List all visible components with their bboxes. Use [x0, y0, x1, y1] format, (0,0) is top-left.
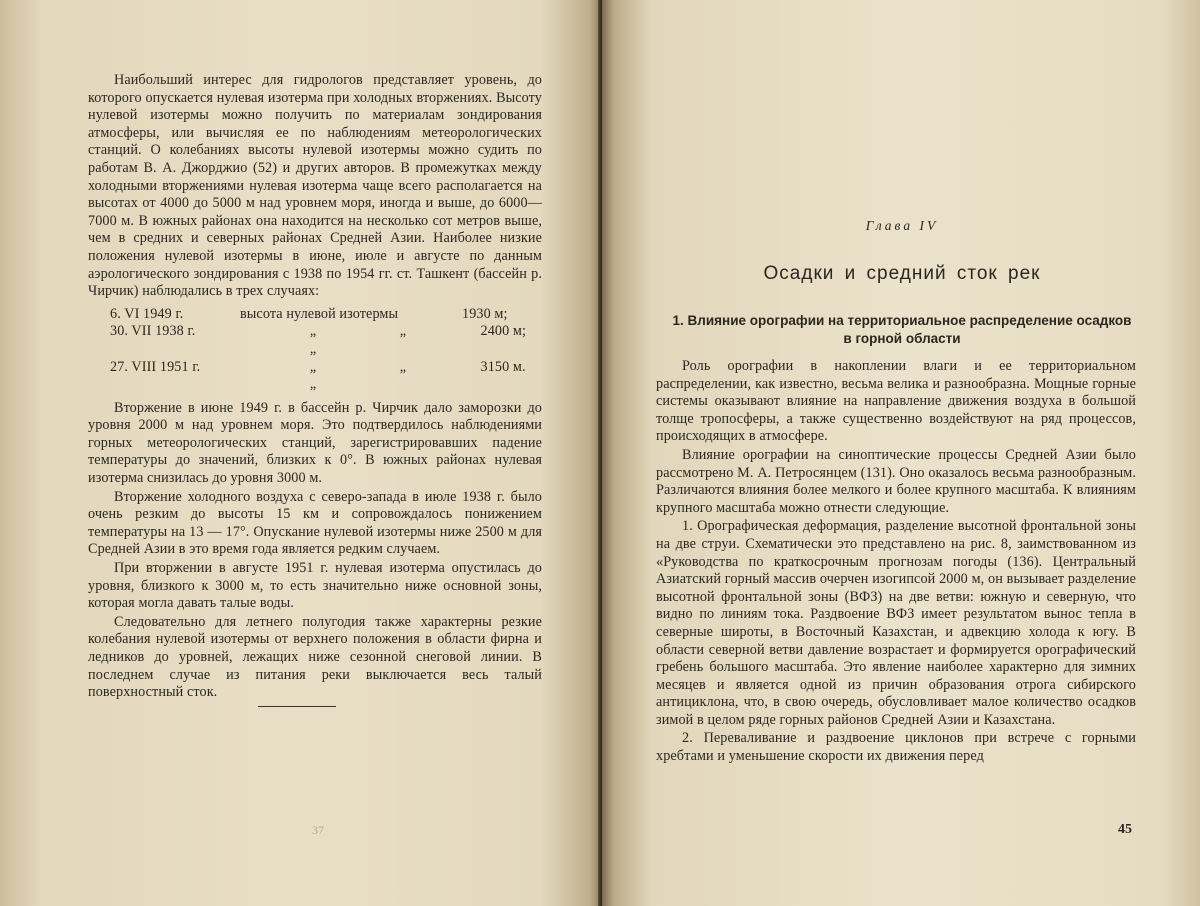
section-heading-line: 1. Влияние орографии на территориальное распределение осадков [672, 313, 1132, 328]
list-item-value: 2400 м; [480, 323, 527, 340]
paragraph: Вторжение в июне 1949 г. в бассейн р. Чирчик дало заморозки до уровня 2000 м над уровнем моря. Это подтвердилось наблюдениями горных метеорологических станций, зарегистрировавших падение температуры до значений, близких к 0°. В южных районах нулевая изотерма снизилась до уровня 3000 м. [88, 399, 542, 487]
paragraph: Следовательно для летнего полугодия также характерны резкие колебания нулевой изотермы от верхнего положения в области фирна и ледников до уровней, лежащих ниже сезонной снеговой линии. В последнем случае из питания реки выключается весь талый поверхностный сток. [88, 613, 542, 701]
right-page-text [656, 358, 1136, 766]
list-item [110, 359, 542, 394]
paragraph: 2. Переваливание и раздвоение циклонов при встрече с горными хребтами и уменьшение скорости их движения перед [656, 730, 1136, 765]
list-item-value: 1930 м; [462, 305, 508, 322]
list-item-label: „ „ „ [309, 323, 447, 357]
chapter-title: Осадки и средний сток рек [763, 263, 1041, 284]
paragraph: При вторжении в августе 1951 г. нулевая изотерма опустилась до уровня, близкого к 3000 м, то есть значительно ниже основной зоны, которая могла давать талые воды. [88, 560, 542, 612]
page-number-right: 45 [1118, 822, 1132, 837]
paragraph: Наибольший интерес для гидрологов представляет уровень, до которого опускается нулевая изотерма при холодных вторжениях. Высоту нулевой изотермы можно получить по материалам зондирования атмосферы, или вычисляя ее по наблюдениям метеорологических станций. О колебаниях высоты нулевой изотермы можно судить по работам В. А. Джорджио (52) и других авторов. В промежутках между холодными вторжениями нулевая изотерма чаще всего располагается на высотах от 4000 до 5000 м над уровнем моря, иногда и выше, до 6000—7000 м. В южных районах она находится на несколько сот метров выше, чем в средних и северных районах Средней Азии. Наиболее низкие положения нулевой изотермы в июне, июле и августе по данным аэрологического зондирования с 1938 по 1954 гг. ст. Ташкент (бассейн р. Чирчик) наблюдались в трех случаях: [88, 72, 542, 300]
chapter-label: Глава IV [865, 218, 939, 233]
list-item-value: 3150 м. [480, 358, 526, 375]
section-heading-line: в горной области [843, 331, 961, 346]
list-item-date: 6. VI 1949 г. [110, 305, 184, 322]
section-heading [642, 312, 1162, 348]
list-item-label: „ „ „ [309, 358, 447, 393]
paragraph: Вторжение холодного воздуха с северо-запада в июле 1938 г. было очень резким до высоты 15 км и сопровождалось понижением температуры на 13 — 17°. Опускание нулевой изотермы ниже 2500 м для Средней Азии в это время года является редким случаем. [88, 488, 542, 558]
list-item-date: 27. VIII 1951 г. [110, 358, 201, 375]
left-page-text [88, 72, 542, 702]
right-page [602, 0, 1200, 906]
page-number-left: 37 [312, 823, 324, 837]
paragraph: Влияние орографии на синоптические процессы Средней Азии было рассмотрено М. А. Петросянцем (131). Оно оказалось весьма разнообразным. Различаются влияния более мелкого и более крупного масштаба. К влияниям крупного масштаба можно отнести следующие. [656, 446, 1136, 516]
list-item [110, 306, 542, 324]
list-item [110, 323, 542, 358]
paragraph: 1. Орографическая деформация, разделение высотной фронтальной зоны на две струи. Схематически это представлено на рис. 8, заимствованном из «Руководства по краткосрочным прогнозам погоды (136). Центральный Азиатский горный массив очерчен изогипсой 2000 м, он вызывает разделение высотной фронтальной зоны (ВФЗ) на две ветви: южную и северную, что видно по линиям тока. Раздвоение ВФЗ имеет результатом вынос тепла в северные широты, в Восточный Казахстан, и адвекцию холода к югу. В области северной ветви давление возрастает и формируется орографический гребень большого масштаба. Это явление наиболее характерно для зимних месяцев и является одной из причин образования отрога сибирского антициклона, что, в свою очередь, обусловливает малое количество осадков зимой в целом ряде горных районов Средней Азии и Казахстана. [656, 518, 1136, 728]
paragraph: Роль орографии в накоплении влаги и ее территориальном распределении, как известно, весьма велика и разнообразна. Мощные горные системы оказывают влияние на направление движения воздуха в большой толще тропосферы, а также существенно воздействуют на ряд процессов, происходящих в атмосфере. [656, 358, 1136, 445]
end-rule [258, 706, 336, 707]
list-item-label: высота нулевой изотермы [240, 305, 399, 322]
isotherm-height-list [110, 306, 542, 394]
list-item-date: 30. VII 1938 г. [110, 323, 196, 340]
